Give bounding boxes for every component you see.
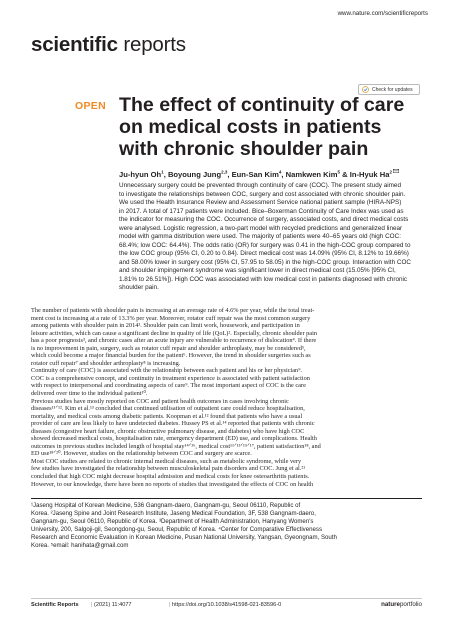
author-separator: ,: [227, 170, 232, 179]
footer-doi[interactable]: [169, 602, 281, 608]
author-name[interactable]: In-Hyuk Ha: [349, 170, 390, 179]
author-affiliation: 2: [389, 169, 392, 175]
check-updates-label: Check for updates: [372, 86, 413, 93]
body-line: which could become a major financial burden for the patient⁶. However, the trend in shoulder surgeries such as: [31, 352, 311, 360]
abstract-line: to investigate the relationships between COC, surgery and cost associated with chronic shoulder pain.: [119, 190, 406, 198]
author-name[interactable]: Eun-San Kim: [231, 170, 279, 179]
body-line: outcomes in previous studies included length of hospital stay¹⁴ᐟ¹⁶, medical cost¹¹ᐟ¹³ᐟ¹⁵ᐟ¹⁷, patient satisfaction¹⁸, and: [31, 442, 321, 450]
abstract-line: were analysed. Logistic regression, a two-part model with recycled predictions and generalized linear: [119, 224, 403, 232]
title-line: The effect of continuity of care: [119, 94, 405, 116]
mail-icon[interactable]: [393, 169, 399, 173]
body-line: leisure activities, which can cause a significant decline in quality of life (QoL)². Especially, chronic shoulder pain: [31, 329, 317, 337]
author-separator: ,: [281, 170, 286, 179]
body-line: delivered over time to the individual patient¹⁰.: [31, 390, 148, 398]
footer-doi-link[interactable]: https://doi.org/10.1038/s41598-021-83596-0: [172, 602, 282, 608]
abstract-line: 68.4%; low COC: 64.4%). The odds ratio (OR) for surgery was 0.41 in the high-COC group compared to: [119, 241, 411, 249]
author-name[interactable]: Namkwen Kim: [285, 170, 338, 179]
body-line: Continuity of care (COC) is associated with the relationship between each patient and his or her physician⁹.: [31, 367, 302, 375]
portfolio-suffix: portfolio: [399, 601, 422, 608]
body-line: few studies have investigated the relationship between musculoskeletal pain disorders and COC. Jung et al.²¹: [31, 465, 306, 473]
affiliation-divider: [31, 498, 422, 499]
author-affiliation: 2,3: [221, 169, 228, 175]
footer-citation: [91, 602, 132, 608]
body-line: Previous studies have mostly reported on COC and patient health outcomes in cases involving chronic: [31, 397, 289, 405]
abstract-line: 1.81% to 26.51%]). High COC was associated with low medical cost in patients diagnosed with chronic: [119, 275, 408, 283]
affiliation-line: University, 200, Salgoji-gil, Seongdong-gu, Seoul, Republic of Korea. ⁴Center for Comparative Effectiveness: [31, 526, 322, 533]
body-line: showed decreased medical costs, hospitalisation rate, emergency department (ED) use, and complications. Health: [31, 435, 317, 443]
body-line: The number of patients with shoulder pain is increasing at an average rate of 4.6% per year, while the total treat-: [31, 307, 315, 314]
author-separator: &: [340, 170, 350, 179]
affiliation-line: Research and Economic Evaluation in Korean Medicine, Pusan National University, Yangsan, Gyeongnam, South: [31, 534, 337, 541]
author-affiliation: 5: [337, 169, 341, 175]
body-line: diseases (congestive heart failure, chronic obstructive pulmonary disease, and diabetes) who have high COC: [31, 427, 305, 435]
affiliation-line[interactable]: Korea. ⁵email: hanihata@gmail.com: [31, 542, 129, 549]
author-name[interactable]: Ju-hyun Oh: [119, 170, 162, 179]
abstract-line: model with gamma distribution were used. The majority of patients were 40–65 years old (high COC:: [119, 233, 401, 240]
affiliations: [31, 502, 422, 550]
author-affiliation: 4: [278, 169, 282, 175]
page-footer: [31, 602, 422, 612]
check-updates-icon: [362, 86, 369, 93]
body-line: rotator cuff repair⁷ and shoulder arthroplasty⁸ is increasing.: [31, 359, 181, 367]
body-line: COC is a comprehensive concept, and continuity in treatment experience is associated with patient satisfaction: [31, 374, 310, 382]
body-line: provider of care are less likely to have undetected diabetes. Hussey PS et al.¹⁴ reported that patients with chronic: [31, 420, 315, 428]
abstract-line: and shoulder impingement syndrome was significant lower in direct medical cost (15.05% [95% CI,: [119, 267, 396, 274]
body-line: However, to our knowledge, there have been no reports of studies that investigated the effects of COC on health: [31, 480, 314, 488]
affiliation-line: ¹Jaseng Hospital of Korean Medicine, 536 Gangnam-daero, Gangnam-gu, Seoul 06110, Republic of: [31, 502, 301, 509]
footer-divider: [31, 598, 422, 599]
body-line: among patients with shoulder pain in 2014¹. Shoulder pain can limit work, housework, and participation in: [31, 322, 300, 330]
abstract-line: in 2017. A total of 1717 patients were included. Bice–Boxerman Continuity of Care Index was used as: [119, 207, 404, 215]
abstract-line: shoulder pain.: [119, 284, 159, 291]
abstract: [119, 182, 422, 293]
journal-logo-rest: reports: [117, 33, 186, 56]
footer-separator: |: [91, 602, 93, 608]
body-line: mortality, and medical costs among diabetic patients. Koopman et al.¹² found that patients who have a usual: [31, 412, 303, 420]
abstract-line: Unnecessary surgery could be prevented through continuity of care (COC). The present study aimed: [119, 182, 401, 189]
article-title: [119, 94, 419, 160]
portfolio-prefix: nature: [381, 601, 400, 608]
body-line: is no improvement in pain, surgery, such as rotator cuff repair and shoulder arthroplasty, may be considered⁵,: [31, 344, 306, 352]
nature-portfolio-logo: [381, 601, 422, 608]
affiliation-line: Gangnam-gu, Seoul 06110, Republic of Korea. ³Department of Health Administration, Hanyang Women's: [31, 518, 314, 525]
body-line: concluded that high COC might decrease hospital admission and medical costs for knee osteoarthritis patients.: [31, 473, 310, 481]
footer-separator: |: [169, 602, 171, 608]
abstract-line: and 58.00% lower in surgery cost (95% CI, 57.95 to 58.05) in the high-COC group. Interaction with COC: [119, 258, 411, 266]
abstract-line: the indicator for measuring the COC. Occurrence of surgery, associated costs, and direct medical costs: [119, 216, 409, 223]
body-text: [31, 307, 422, 488]
journal-logo-bold: scientific: [31, 33, 118, 56]
open-access-label: OPEN: [75, 100, 106, 112]
footer-volume: (2021) 11:4077: [94, 602, 132, 608]
author-separator: ,: [163, 170, 168, 179]
body-line: with respect to interpersonal and coordinating aspects of care⁹. The most important aspect of COC is the care: [31, 382, 306, 390]
author-name[interactable]: Boyoung Jung: [167, 170, 222, 179]
body-line: ment cost is increasing at a rate of 13.3% per year. Moreover, rotator cuff repair was the most common surgery: [31, 314, 311, 322]
body-line: diseases¹¹ᐟ¹². Kim et al.¹³ concluded that continued utilisation of outpatient care could reduce hospitalisation,: [31, 405, 305, 413]
body-line: ED use¹⁸ᐟ²⁰. However, studies on the relationship between COC and surgery are scarce.: [31, 450, 252, 458]
body-line: has a poor prognosis³, and chronic cases after an acute injury are vulnerable to recurrence of dislocation⁴. If there: [31, 337, 317, 345]
author-affiliation: 1: [161, 169, 164, 175]
title-line: on medical costs in patients: [119, 116, 382, 138]
abstract-line: the low COC group (95% CI, 0.20 to 0.84). Direct medical cost was 14.09% (95% CI, 8.12% to 19.66%): [119, 250, 409, 257]
abstract-line: We used the Health Insurance Review and Assessment Service national patient sample (HIRA-NPS): [119, 199, 402, 206]
footer-journal: Scientific Reports: [31, 602, 79, 608]
author-list: [119, 169, 399, 179]
body-line: Most COC studies are related to chronic internal medical diseases, such as metabolic syndrome, while very: [31, 457, 302, 465]
journal-logo[interactable]: [31, 33, 186, 57]
affiliation-line: Korea. ²Jaseng Spine and Joint Research Institute, Jaseng Medical Foundation, 3F, 538 Gangnam-daero,: [31, 510, 316, 517]
title-line: with chronic shoulder pain: [119, 138, 369, 160]
journal-url[interactable]: www.nature.com/scientificreports: [337, 10, 428, 17]
